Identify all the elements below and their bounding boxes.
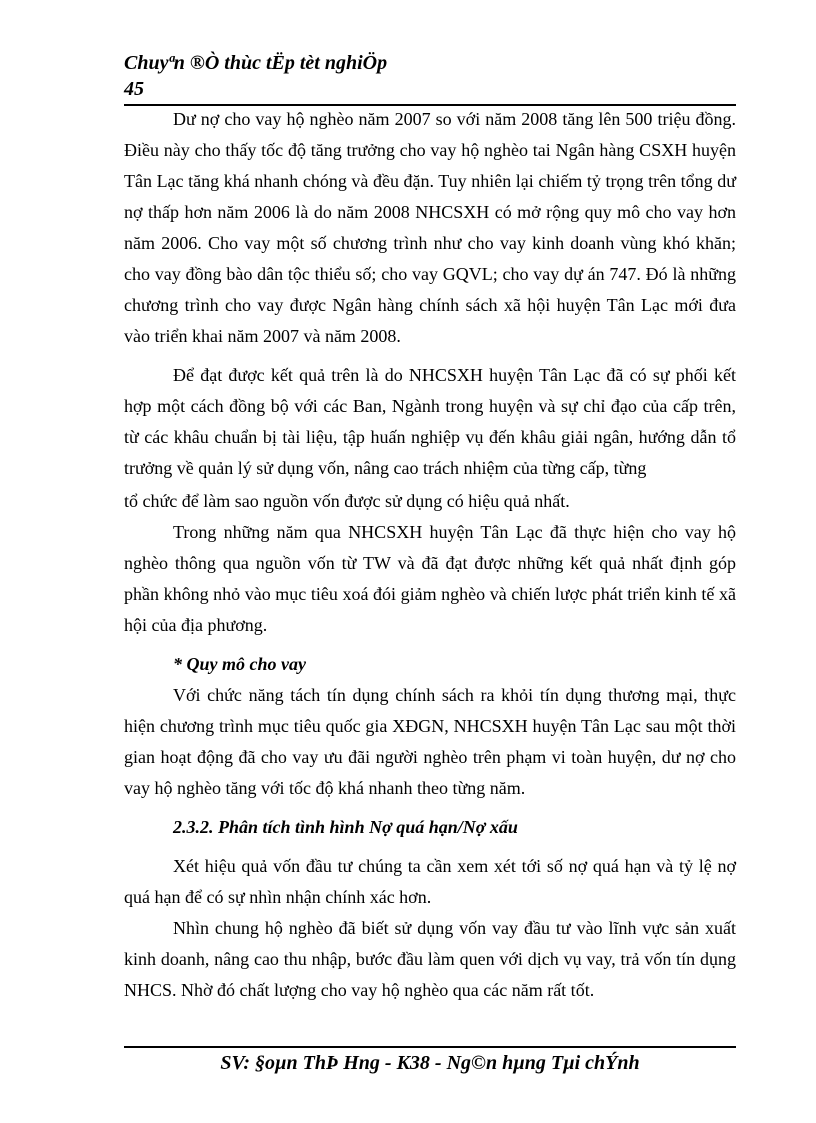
paragraph-4: Với chức năng tách tín dụng chính sách ra khỏi tín dụng thương mại, thực hiện chương trình mục tiêu quốc gia XĐGN, NHCSXH huyện Tân Lạc sau một thời gian hoạt động đã cho vay ưu đãi người nghèo trên phạm vi toàn huyện, dư nợ cho vay hộ nghèo tăng với tốc độ khá nhanh theo từng năm. bbox=[124, 685, 736, 798]
header-title: Chuyªn ®Ò thùc tËp tèt nghiÖp bbox=[124, 52, 388, 74]
paragraph-6: Nhìn chung hộ nghèo đã biết sử dụng vốn vay đầu tư vào lĩnh vực sản xuất kinh doanh, nâng cao thu nhập, bước đầu làm quen với dịch vụ vay, trả vốn tín dụng NHCS. Nhờ đó chất lượng cho vay hộ nghèo qua các năm rất tốt. bbox=[124, 918, 736, 1000]
subheading-loan-scale: * Quy mô cho vay bbox=[173, 654, 306, 674]
footer-text: SV: §oµn ThÞ Hng - K38 - Ng©n hµng Tµi chÝnh bbox=[220, 1052, 640, 1074]
paragraph-1: Dư nợ cho vay hộ nghèo năm 2007 so với năm 2008 tăng lên 500 triệu đồng. Điều này cho thấy tốc độ tăng trưởng cho vay hộ nghèo tai Ngân hàng CSXH huyện Tân Lạc tăng khá nhanh chóng và đều đặn. Tuy nhiên lại chiếm tỷ trọng trên tổng dư nợ thấp hơn năm 2006 là do năm 2008 NHCSXH có mở rộng quy mô cho vay hơn năm 2006. Cho vay một số chương trình như cho vay kinh doanh vùng khó khăn; cho vay đồng bào dân tộc thiểu số; cho vay GQVL; cho vay dự án 747. Đó là những chương trình cho vay được Ngân hàng chính sách xã hội huyện Tân Lạc mới đưa vào triển khai năm 2007 và năm 2008. bbox=[124, 109, 736, 346]
paragraph-3: Trong những năm qua NHCSXH huyện Tân Lạc đã thực hiện cho vay hộ nghèo thông qua nguồn vốn từ TW và đã đạt được những kết quả nhất định góp phần không nhỏ vào mục tiêu xoá đói giảm nghèo và chiến lược phát triển kinh tế xã hội của địa phương. bbox=[124, 522, 736, 635]
page-number: 45 bbox=[124, 78, 144, 100]
paragraph-2-continued: tổ chức để làm sao nguồn vốn được sử dụng có hiệu quả nhất. bbox=[124, 491, 570, 511]
paragraph-5: Xét hiệu quả vốn đầu tư chúng ta cần xem xét tới số nợ quá hạn và tỷ lệ nợ quá hạn để có sự nhìn nhận chính xác hơn. bbox=[124, 856, 736, 907]
body-block-top bbox=[124, 104, 736, 484]
paragraph-2: Để đạt được kết quả trên là do NHCSXH huyện Tân Lạc đã có sự phối kết hợp một cách đồng bộ với các Ban, Ngành trong huyện và sự chỉ đạo của cấp trên, từ các khâu chuẩn bị tài liệu, tập huấn nghiệp vụ đến khâu giải ngân, hướng dẫn tổ trưởng về quản lý sử dụng vốn, nâng cao trách nhiệm của từng cấp, từng bbox=[124, 365, 736, 478]
footer-divider bbox=[124, 1046, 736, 1048]
body-block-bottom bbox=[124, 486, 736, 1006]
subheading-overdue-analysis: 2.3.2. Phân tích tình hình Nợ quá hạn/Nợ xấu bbox=[173, 817, 518, 837]
